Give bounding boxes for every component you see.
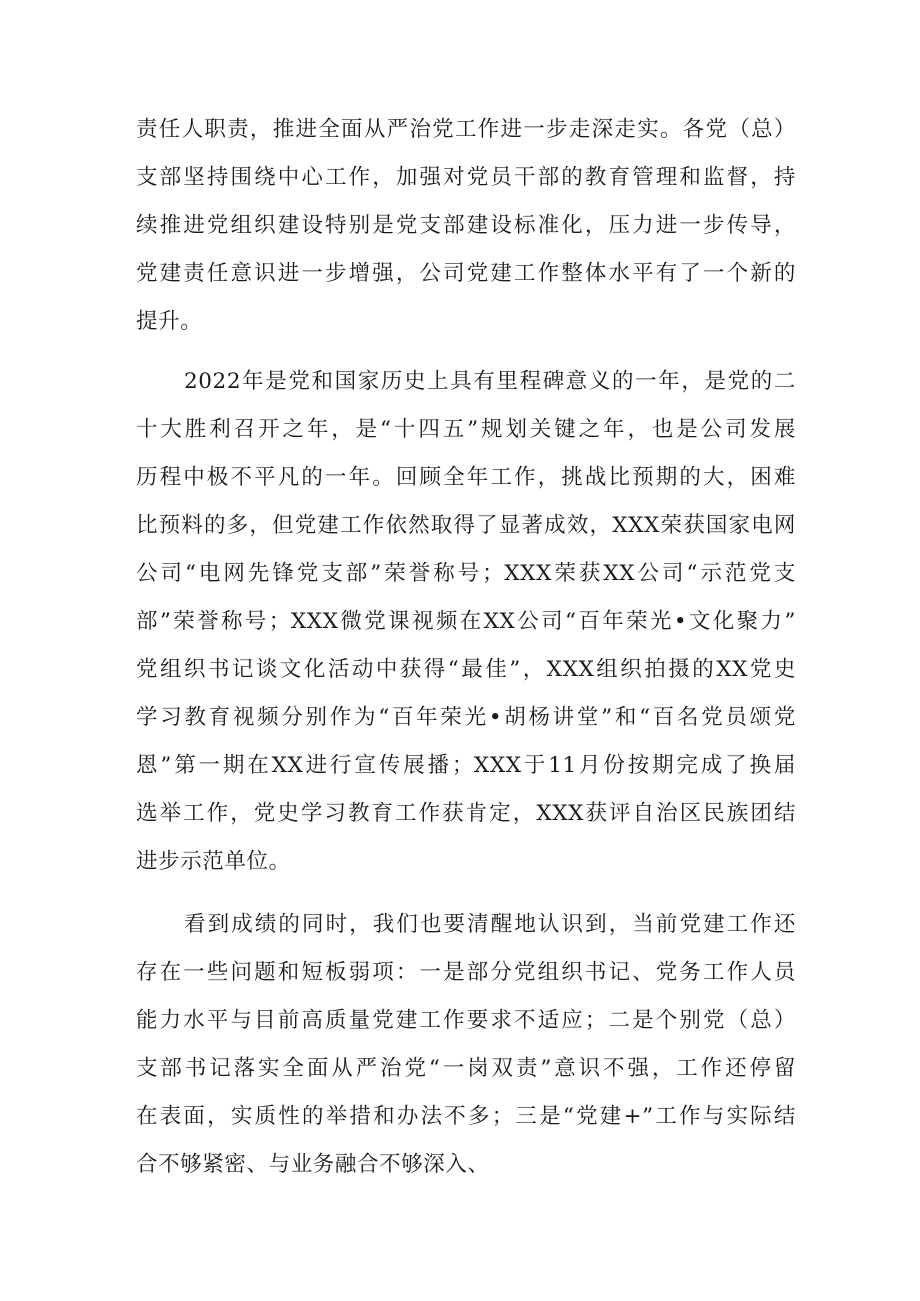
text-line: 续推进党组织建设特别是党支部建设标准化，压力进一步传导， xyxy=(136,213,796,238)
text-line: 能力水平与目前高质量党建工作要求不适应；二是个别党（总） xyxy=(136,1008,796,1033)
text-line: 存在一些问题和短板弱项：一是部分党组织书记、党务工作人员 xyxy=(136,960,796,985)
text-line: 党建责任意识进一步增强，公司党建工作整体水平有了一个新的 xyxy=(136,261,796,286)
text-line: 十大胜利召开之年，是“十四五”规划关键之年，也是公司发展 xyxy=(136,417,796,442)
text-line: 部”荣誉称号；XXX微党课视频在XX公司“百年荣光•文化聚力” xyxy=(136,609,796,634)
text-line: 党组织书记谈文化活动中获得“最佳”，XXX组织拍摄的XX党史 xyxy=(136,657,796,682)
text-line: 提升。 xyxy=(136,309,203,334)
text-line: 选举工作，党史学习教育工作获肯定，XXX获评自治区民族团结 xyxy=(136,801,796,826)
text-line: 责任人职责，推进全面从严治党工作进一步走深走实。各党（总） xyxy=(136,117,796,142)
text-line: 历程中极不平凡的一年。回顾全年工作，挑战比预期的大，困难 xyxy=(136,465,796,490)
text-line: 恩”第一期在XX进行宣传展播；XXX于11月份按期完成了换届 xyxy=(136,753,796,778)
text-line: 合不够紧密、与业务融合不够深入、 xyxy=(136,1152,490,1177)
text-line: 在表面，实质性的举措和办法不多；三是“党建+”工作与实际结 xyxy=(136,1104,796,1129)
text-line: 支部坚持围绕中心工作，加强对党员干部的教育管理和监督，持 xyxy=(136,165,796,190)
text-line: 比预料的多，但党建工作依然取得了显著成效，XXX荣获国家电网 xyxy=(136,513,796,538)
text-line: 2022年是党和国家历史上具有里程碑意义的一年，是党的二 xyxy=(184,369,796,394)
text-line: 学习教育视频分别作为“百年荣光•胡杨讲堂”和“百名党员颂党 xyxy=(136,705,796,730)
text-line: 进步示范单位。 xyxy=(136,849,291,874)
text-line: 看到成绩的同时，我们也要清醒地认识到，当前党建工作还 xyxy=(184,912,796,937)
text-line: 公司“电网先锋党支部”荣誉称号；XXX荣获XX公司“示范党支 xyxy=(136,561,796,586)
text-line: 支部书记落实全面从严治党“一岗双责”意识不强，工作还停留 xyxy=(136,1056,796,1081)
